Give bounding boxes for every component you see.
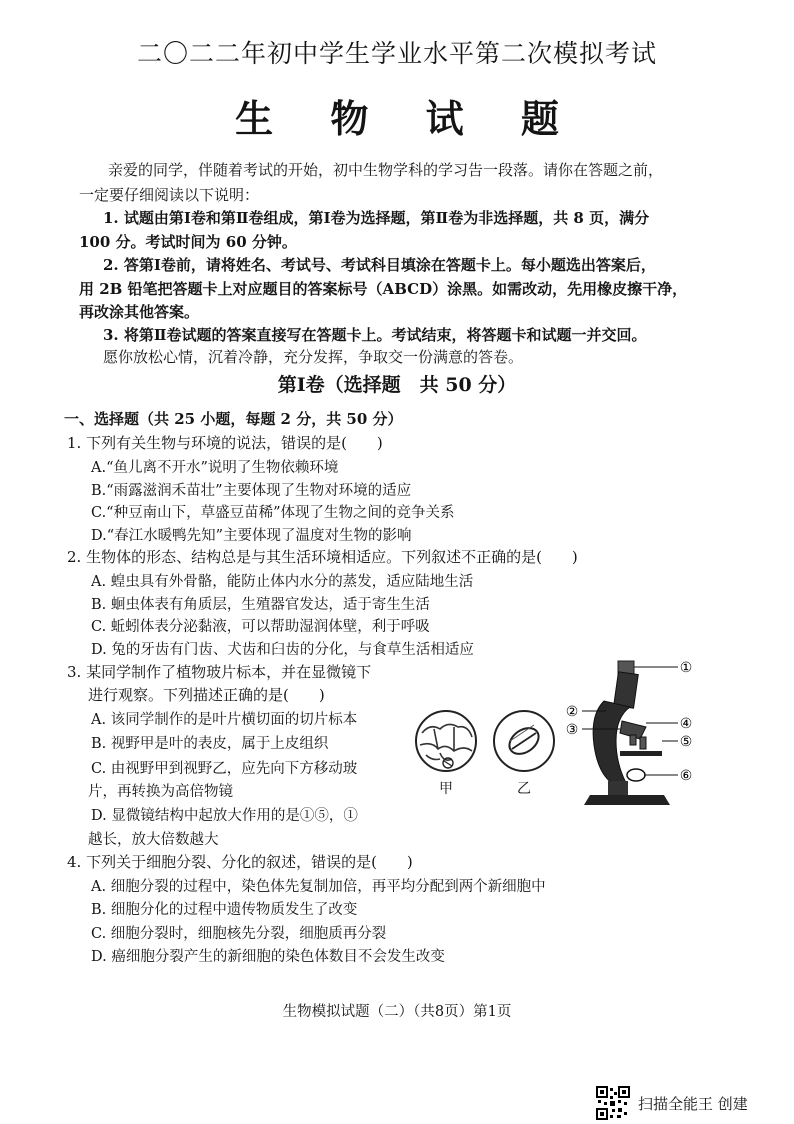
- scanner-watermark: 扫描全能王 创建: [638, 1095, 748, 1113]
- instruction-greeting-2: 一定要仔细阅读以下说明：: [79, 186, 260, 204]
- question-3-stem-line-1: 3. 某同学制作了植物玻片标本，并在显微镜下: [67, 663, 372, 681]
- section-title: 第Ⅰ卷（选择题 共 50 分）: [277, 374, 517, 396]
- field-of-view-yi: [488, 705, 560, 800]
- marker-2: ②: [565, 704, 579, 720]
- question-3-option-a: A. 该同学制作的是叶片横切面的切片标本: [91, 712, 358, 728]
- subject-title: 生 物 试 题: [235, 96, 581, 141]
- question-2-option-a: A. 蝗虫具有外骨骼，能防止体内水分的蒸发，适应陆地生活: [91, 574, 474, 590]
- exam-title: 二〇二二年初中学生学业水平第二次模拟考试: [136, 39, 657, 68]
- question-4-stem: 4. 下列关于细胞分裂、分化的叙述，错误的是( ): [67, 853, 413, 871]
- instruction-item-2-line-3: 再改涂其他答案。: [79, 303, 200, 321]
- question-4-option-c: C. 细胞分裂时，细胞核先分裂，细胞质再分裂: [91, 926, 387, 942]
- marker-1: ①: [679, 660, 693, 676]
- question-4-option-b: B. 细胞分化的过程中遗传物质发生了改变: [91, 902, 358, 918]
- field-of-view-jia: [410, 705, 482, 800]
- marker-4: ④: [679, 716, 693, 732]
- question-3-option-b: B. 视野甲是叶的表皮，属于上皮组织: [91, 736, 329, 752]
- question-1-option-b: B.“雨露滋润禾苗壮”主要体现了生物对环境的适应: [91, 483, 412, 499]
- qr-code-icon: [596, 1086, 630, 1120]
- question-1-stem: 1. 下列有关生物与环境的说法，错误的是( ): [67, 434, 383, 452]
- marker-3: ③: [565, 722, 579, 738]
- instruction-wish: 愿你放松心情，沉着冷静，充分发挥，争取交一份满意的答卷。: [103, 348, 524, 366]
- marker-5: ⑤: [679, 734, 693, 750]
- instruction-item-2-line-1: 2. 答第Ⅰ卷前，请将姓名、考试号、考试科目填涂在答题卡上。每小题选出答案后，: [103, 256, 656, 274]
- question-3-option-d-line-1: D. 显微镜结构中起放大作用的是①⑤，①: [91, 808, 358, 824]
- microscope-diagram: [560, 655, 700, 815]
- field-label-yi: 乙: [517, 781, 531, 797]
- instruction-item-3: 3. 将第Ⅱ卷试题的答案直接写在答题卡上。考试结束，将答题卡和试题一并交回。: [103, 326, 647, 344]
- question-3-option-c-line-2: 片，再转换为高倍物镜: [88, 784, 233, 800]
- field-label-jia: 甲: [439, 781, 453, 797]
- part-label: 一、选择题（共 25 小题，每题 2 分，共 50 分）: [64, 410, 403, 428]
- question-1-option-c: C.“种豆南山下，草盛豆苗稀”体现了生物之间的竞争关系: [91, 505, 455, 521]
- question-4-option-a: A. 细胞分裂的过程中，染色体先复制加倍，再平均分配到两个新细胞中: [91, 879, 546, 895]
- question-1-option-d: D.“春江水暖鸭先知”主要体现了温度对生物的影响: [91, 528, 412, 544]
- marker-6: ⑥: [679, 768, 693, 784]
- question-2-stem: 2. 生物体的形态、结构总是与其生活环境相适应。下列叙述不正确的是( ): [67, 548, 578, 566]
- question-2-option-d: D. 兔的牙齿有门齿、犬齿和臼齿的分化，与食草生活相适应: [91, 642, 474, 658]
- instruction-item-2-line-2: 用 2B 铅笔把答题卡上对应题目的答案标号（ABCD）涂黑。如需改动，先用橡皮擦干净，: [79, 280, 688, 298]
- instruction-item-1-line-2: 100 分。考试时间为 60 分钟。: [79, 233, 297, 251]
- question-2-option-c: C. 蚯蚓体表分泌黏液，可以帮助湿润体壁，利于呼吸: [91, 619, 430, 635]
- question-1-option-a: A.“鱼儿离不开水”说明了生物依赖环境: [91, 460, 339, 476]
- instruction-greeting-1: 亲爱的同学，伴随着考试的开始，初中生物学科的学习告一段落。请你在答题之前，: [108, 161, 664, 179]
- question-3-option-d-line-2: 越长，放大倍数越大: [88, 832, 219, 848]
- page-footer: 生物模拟试题（二）（共8页）第1页: [282, 1004, 512, 1020]
- question-3-option-c-line-1: C. 由视野甲到视野乙，应先向下方移动玻: [91, 761, 358, 777]
- question-2-option-b: B. 蛔虫体表有角质层，生殖器官发达，适于寄生生活: [91, 597, 430, 613]
- question-3-stem-line-2: 进行观察。下列描述正确的是( ): [88, 686, 325, 704]
- question-4-option-d: D. 癌细胞分裂产生的新细胞的染色体数目不会发生改变: [91, 949, 445, 965]
- instruction-item-1-line-1: 1. 试题由第Ⅰ卷和第Ⅱ卷组成，第Ⅰ卷为选择题，第Ⅱ卷为非选择题，共 8 页，满分: [103, 209, 650, 227]
